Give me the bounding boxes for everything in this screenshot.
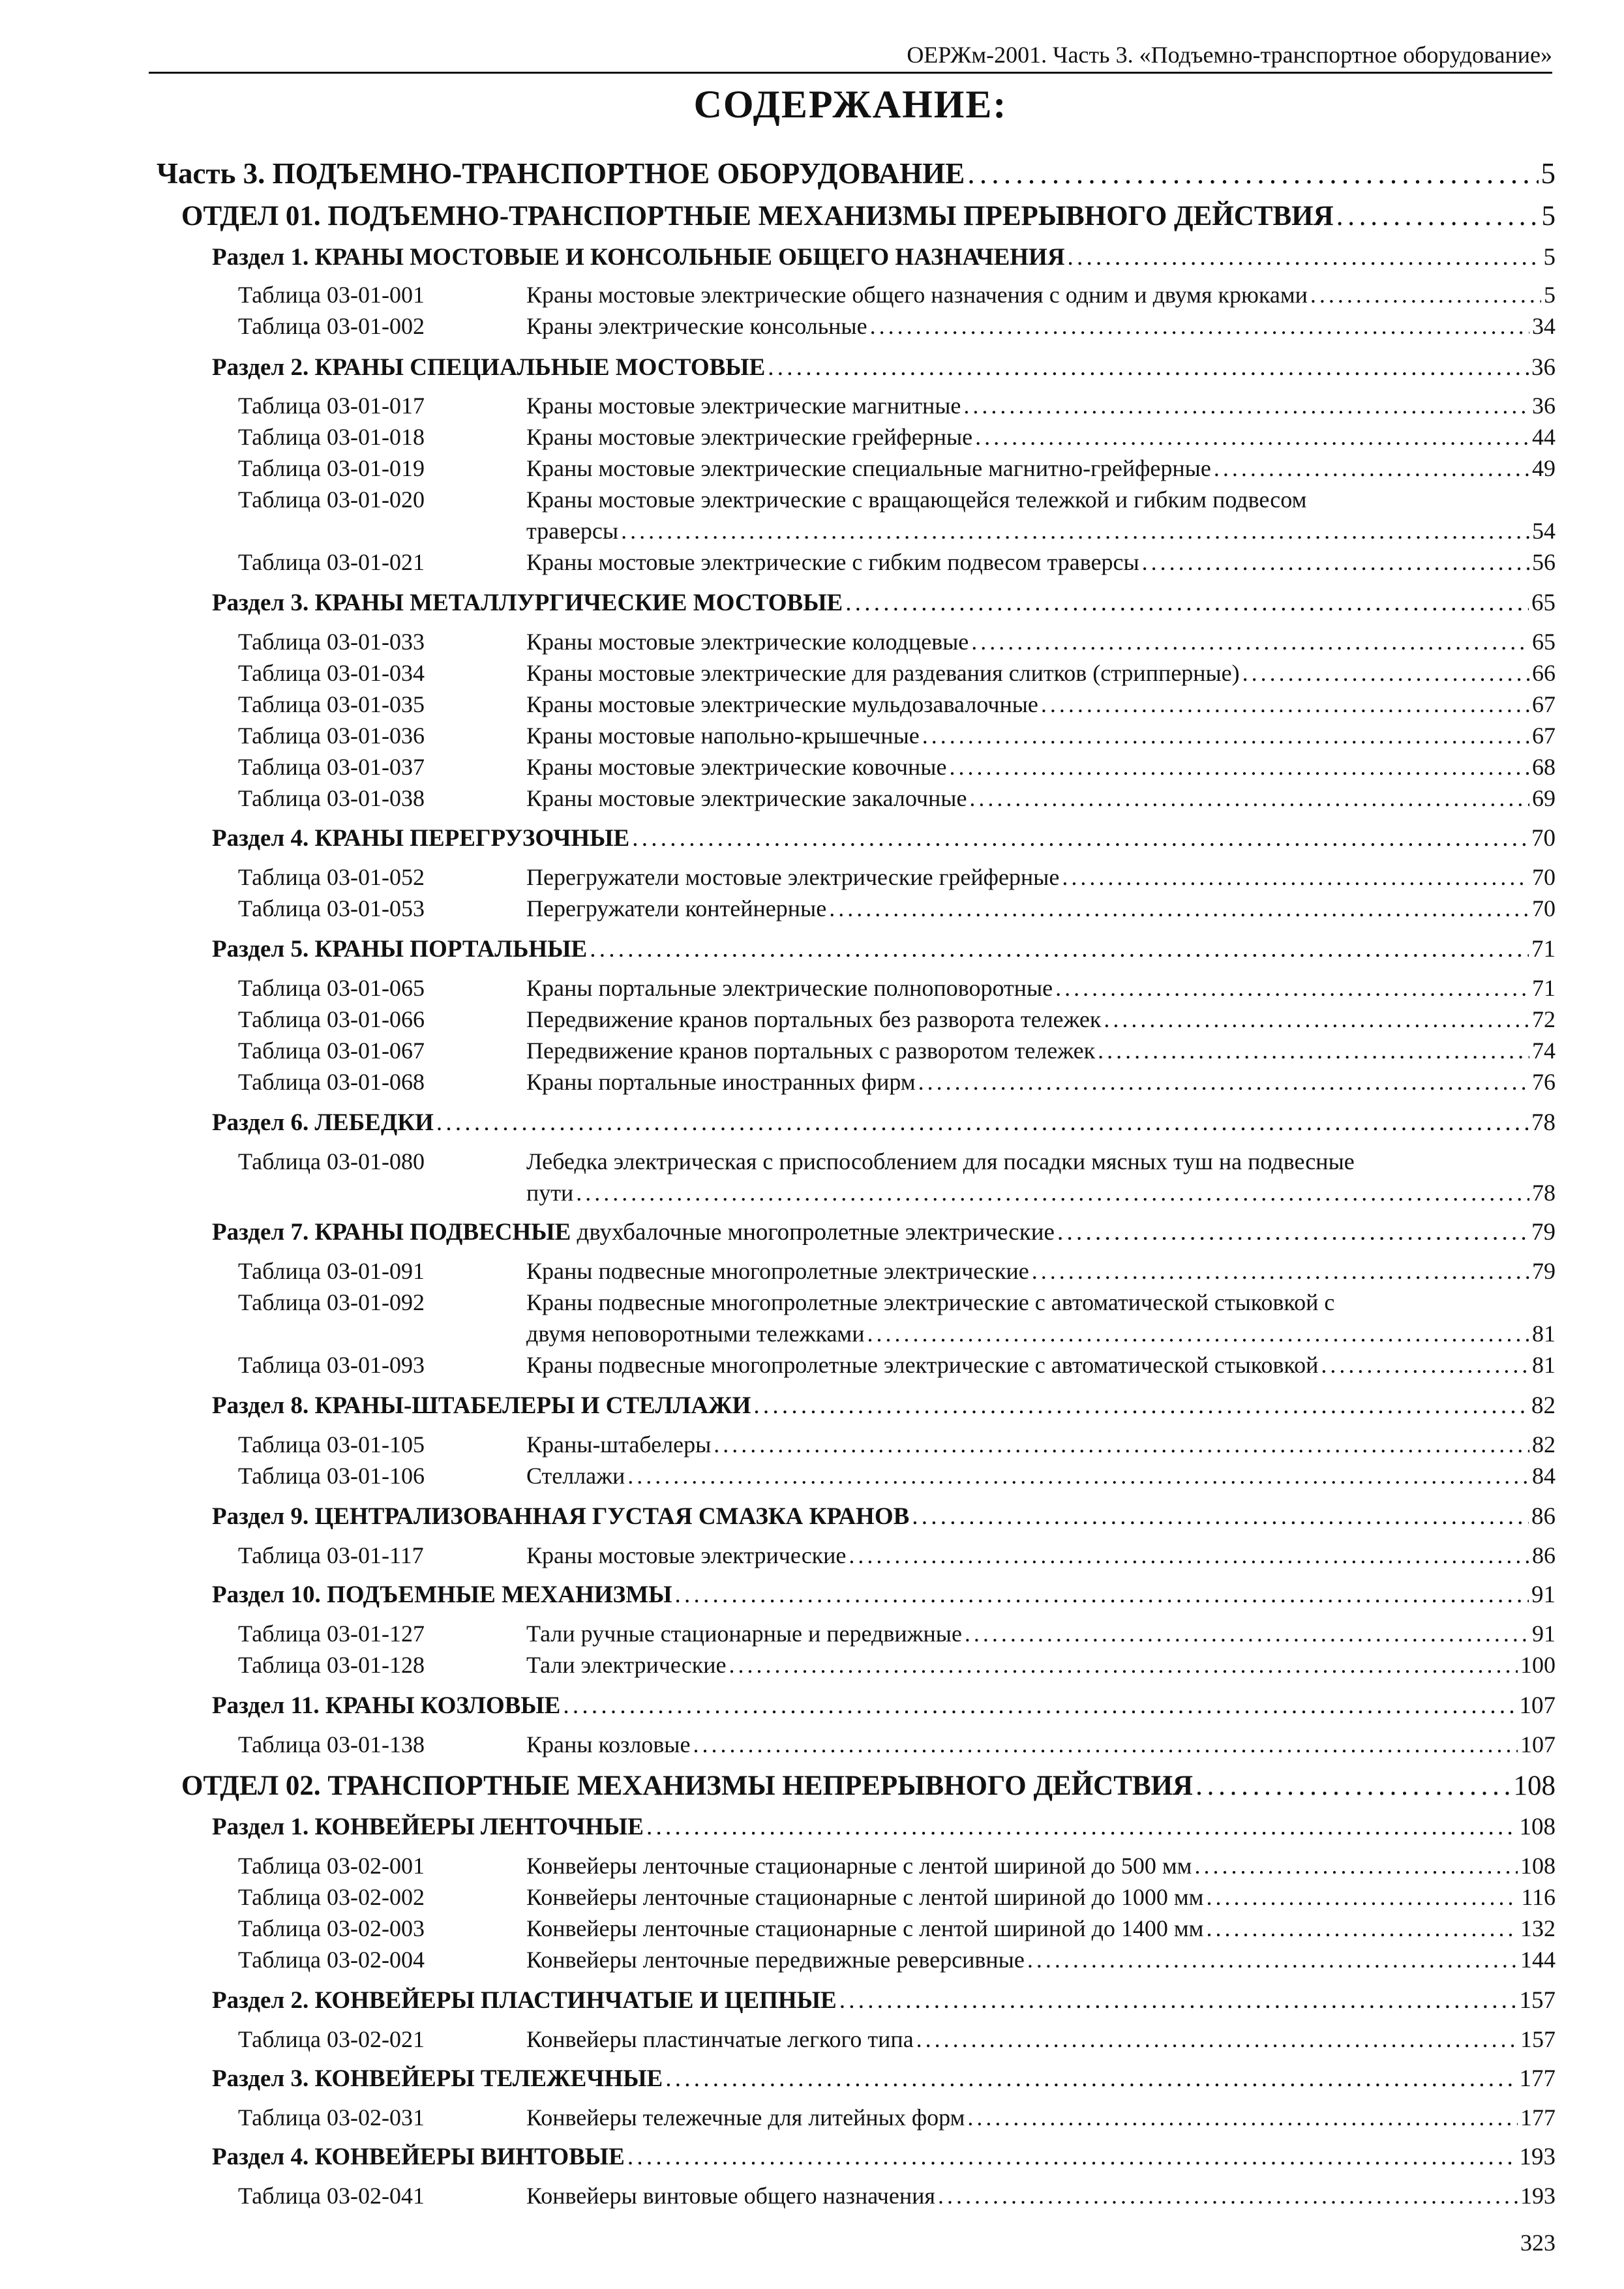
- table-code: Таблица 03-01-020: [238, 486, 425, 513]
- toc-table-entry[interactable]: [238, 312, 1556, 340]
- toc-entry-title: Стеллажи: [526, 1463, 625, 1489]
- dot-leader: [1027, 1946, 1518, 1973]
- toc-table-entry[interactable]: [238, 548, 1556, 576]
- toc-entry-title: ОТДЕЛ 01. ПОДЪЕМНО-ТРАНСПОРТНЫЕ МЕХАНИЗМЫ ПРЕРЫВНОГО ДЕЙСТВИЯ: [181, 201, 1334, 232]
- toc-section-entry[interactable]: [212, 1503, 1556, 1531]
- toc-entry-title: Краны мостовые напольно-крышечные: [526, 723, 920, 749]
- dot-leader: [1041, 691, 1529, 718]
- dot-leader: [963, 392, 1529, 419]
- dot-leader: [967, 157, 1538, 190]
- table-code: Таблица 03-01-068: [238, 1069, 425, 1095]
- toc-table-entry[interactable]: [238, 1431, 1556, 1458]
- table-code: Таблица 03-01-053: [238, 895, 425, 921]
- dot-leader: [849, 1542, 1529, 1569]
- toc-page-number: 5: [1541, 201, 1556, 232]
- toc-page-number: 108: [1513, 1771, 1556, 1801]
- table-code: Таблица 03-01-017: [238, 393, 425, 419]
- dot-leader: [912, 1503, 1529, 1531]
- toc-entry-title: Раздел 9. ЦЕНТРАЛИЗОВАННАЯ ГУСТАЯ СМАЗКА КРАНОВ: [212, 1503, 910, 1530]
- toc-page-number: 82: [1531, 1392, 1556, 1419]
- toc-table-entry[interactable]: [238, 2182, 1556, 2209]
- toc-section-entry[interactable]: [212, 1109, 1556, 1137]
- toc-page-number: 5: [1544, 282, 1556, 308]
- dot-leader: [436, 1109, 1529, 1137]
- toc-table-entry[interactable]: [238, 1257, 1556, 1285]
- toc-section-entry[interactable]: [212, 1986, 1556, 2014]
- dot-leader: [621, 517, 1529, 545]
- toc-page-number: 74: [1532, 1038, 1556, 1064]
- dot-leader: [975, 423, 1529, 451]
- toc-page-number: 84: [1532, 1463, 1556, 1489]
- table-code: Таблица 03-01-093: [238, 1352, 425, 1378]
- toc-table-entry[interactable]: [238, 1006, 1556, 1033]
- table-code: Таблица 03-01-035: [238, 691, 425, 717]
- table-code: Таблица 03-01-092: [238, 1289, 425, 1315]
- toc-entry-title: Тали электрические: [526, 1652, 727, 1678]
- toc-table-entry[interactable]: [238, 895, 1556, 922]
- toc-entry-title: Раздел 3. КОНВЕЙЕРЫ ТЕЛЕЖЕЧНЫЕ: [212, 2065, 663, 2092]
- toc-page-number: 70: [1532, 864, 1556, 890]
- toc-entry-title: Конвейеры ленточные передвижные реверсивные: [526, 1947, 1025, 1973]
- toc-entry-title: Перегружатели мостовые электрические грейферные: [526, 864, 1060, 890]
- table-code: Таблица 03-01-105: [238, 1431, 425, 1458]
- dot-leader: [1206, 1883, 1518, 1911]
- table-code: Таблица 03-01-091: [238, 1258, 425, 1284]
- toc-section-entry[interactable]: [212, 589, 1556, 617]
- toc-section-entry[interactable]: [212, 2143, 1556, 2171]
- toc-page-number: 49: [1532, 455, 1556, 481]
- toc-entry-title: Краны мостовые электрические с гибким подвесом траверсы: [526, 549, 1139, 575]
- toc-section-entry[interactable]: [212, 824, 1556, 852]
- table-code: Таблица 03-01-038: [238, 785, 425, 811]
- toc-table-entry[interactable]: [238, 455, 1556, 482]
- toc-page-number: 116: [1521, 1884, 1556, 1910]
- dot-leader: [949, 753, 1529, 781]
- toc-table-entry[interactable]: [238, 785, 1556, 812]
- toc-entry-title: Конвейеры ленточные стационарные с лентой шириной до 1000 мм: [526, 1884, 1204, 1910]
- toc-entry-title: Раздел 6. ЛЕБЕДКИ: [212, 1109, 434, 1136]
- toc-part-entry[interactable]: [157, 157, 1556, 190]
- table-code: Таблица 03-02-001: [238, 1853, 425, 1879]
- toc-entry-title: Раздел 4. КОНВЕЙЕРЫ ВИНТОВЫЕ: [212, 2144, 625, 2170]
- toc-entry-title: Раздел 8. КРАНЫ-ШТАБЕЛЕРЫ И СТЕЛЛАЖИ: [212, 1392, 751, 1419]
- toc-entry-title: Краны мостовые электрические ковочные: [526, 754, 947, 780]
- dot-leader: [918, 1068, 1529, 1096]
- dot-leader: [1032, 1257, 1529, 1285]
- table-code: Таблица 03-01-065: [238, 975, 425, 1001]
- toc-page-number: 71: [1531, 936, 1556, 963]
- table-code: Таблица 03-01-033: [238, 629, 425, 655]
- dot-leader: [867, 1320, 1529, 1347]
- toc-table-entry[interactable]: [238, 974, 1556, 1002]
- page-title: СОДЕРЖАНИЕ:: [693, 83, 1008, 126]
- toc-page-number: 76: [1532, 1069, 1556, 1095]
- toc-page-number: 144: [1520, 1947, 1556, 1973]
- toc-page-number: 79: [1532, 1258, 1556, 1284]
- table-code: Таблица 03-02-041: [238, 2183, 425, 2209]
- toc-entry-title: Краны мостовые электрические специальные магнитно-грейферные: [526, 455, 1211, 481]
- dot-leader: [1321, 1351, 1529, 1379]
- dot-leader: [714, 1431, 1529, 1458]
- dot-leader: [729, 1651, 1518, 1679]
- toc-table-entry[interactable]: [238, 1620, 1556, 1647]
- toc-entry-title: Раздел 4. КРАНЫ ПЕРЕГРУЗОЧНЫЕ: [212, 825, 630, 852]
- dot-leader: [1194, 1852, 1518, 1879]
- toc-table-entry[interactable]: [238, 1351, 1556, 1379]
- dot-leader: [693, 1731, 1518, 1758]
- dot-leader: [563, 1692, 1516, 1720]
- toc-entry-title: Краны мостовые электрические для раздевания слитков (стрипперные): [526, 660, 1240, 686]
- toc-page-number: 82: [1532, 1431, 1556, 1458]
- toc-table-entry-continuation[interactable]: [526, 517, 1556, 545]
- toc-department-entry[interactable]: [181, 1770, 1556, 1802]
- dot-leader: [965, 1620, 1529, 1647]
- toc-entry-title: Краны подвесные многопролетные электрические: [526, 1258, 1029, 1284]
- toc-page-number: 69: [1532, 785, 1556, 811]
- toc-entry-title: Краны портальные электрические полноповоротные: [526, 975, 1053, 1001]
- table-code: Таблица 03-01-021: [238, 549, 425, 575]
- dot-leader: [1336, 200, 1539, 232]
- dot-leader: [1098, 1037, 1529, 1064]
- toc-entry-title: Краны-штабелеры: [526, 1431, 712, 1458]
- toc-page-number: 67: [1532, 691, 1556, 717]
- dot-leader: [845, 589, 1529, 617]
- dot-leader: [632, 824, 1529, 852]
- toc-page-number: 5: [1541, 157, 1556, 190]
- toc-entry-title: ОТДЕЛ 02. ТРАНСПОРТНЫЕ МЕХАНИЗМЫ НЕПРЕРЫВНОГО ДЕЙСТВИЯ: [181, 1771, 1194, 1801]
- toc-entry-title-continued: пути: [526, 1180, 574, 1206]
- toc-entry-title: Раздел 10. ПОДЪЕМНЫЕ МЕХАНИЗМЫ: [212, 1581, 672, 1608]
- toc-entry-title: Краны мостовые электрические общего назначения с одним и двумя крюками: [526, 282, 1308, 308]
- toc-page-number: 107: [1519, 1692, 1556, 1719]
- table-code: Таблица 03-01-037: [238, 754, 425, 780]
- toc-page-number: 71: [1532, 975, 1556, 1001]
- table-code: Таблица 03-01-036: [238, 723, 425, 749]
- dot-leader: [590, 935, 1529, 963]
- toc-entry-title: Краны портальные иностранных фирм: [526, 1069, 916, 1095]
- toc-entry-title: Конвейеры ленточные стационарные с лентой шириной до 1400 мм: [526, 1915, 1204, 1941]
- toc-entry-title: Конвейеры тележечные для литейных форм: [526, 2104, 965, 2131]
- toc-page-number: 66: [1532, 660, 1556, 686]
- toc-page-number: 132: [1520, 1915, 1556, 1941]
- toc-page-number: 5: [1543, 244, 1556, 271]
- toc-page-number: 68: [1532, 754, 1556, 780]
- toc-page-number: 36: [1532, 393, 1556, 419]
- toc-page-number: 79: [1531, 1219, 1556, 1246]
- toc-page-number: 193: [1520, 2183, 1556, 2209]
- toc-page-number: 108: [1519, 1814, 1556, 1840]
- table-code: Таблица 03-01-106: [238, 1463, 425, 1489]
- toc-section-entry[interactable]: [212, 1813, 1556, 1841]
- toc-section-entry[interactable]: [212, 1692, 1556, 1720]
- toc-entry-title: Передвижение кранов портальных с разворотом тележек: [526, 1038, 1096, 1064]
- toc-entry-title-continued: двумя неповоротными тележками: [526, 1321, 865, 1347]
- toc-entry-title: Раздел 2. КОНВЕЙЕРЫ ПЛАСТИНЧАТЫЕ И ЦЕПНЫЕ: [212, 1987, 837, 2014]
- toc-table-entry[interactable]: [238, 628, 1556, 655]
- toc-table-entry-continuation[interactable]: [526, 1320, 1556, 1347]
- dot-leader: [971, 628, 1529, 655]
- toc-table-entry[interactable]: [238, 1037, 1556, 1064]
- toc-page-number: 34: [1532, 313, 1556, 339]
- toc-table-entry[interactable]: [238, 1852, 1556, 1879]
- table-code: Таблица 03-02-031: [238, 2104, 425, 2131]
- toc-entry-title: Раздел 11. КРАНЫ КОЗЛОВЫЕ: [212, 1692, 561, 1719]
- table-code: Таблица 03-02-003: [238, 1915, 425, 1941]
- dot-leader: [646, 1813, 1517, 1841]
- dot-leader: [870, 312, 1529, 340]
- dot-leader: [627, 2143, 1517, 2171]
- toc-page-number: 65: [1532, 629, 1556, 655]
- dot-leader: [1206, 1915, 1518, 1942]
- dot-leader: [1062, 863, 1529, 891]
- toc-table-entry-first-line[interactable]: [238, 1289, 1334, 1316]
- toc-page-number: 78: [1531, 1109, 1556, 1136]
- toc-entry-title: Перегружатели контейнерные: [526, 895, 827, 921]
- table-code: Таблица 03-02-021: [238, 2026, 425, 2052]
- toc-entry-title: Конвейеры ленточные стационарные с лентой шириной до 500 мм: [526, 1853, 1192, 1879]
- toc-table-entry[interactable]: [238, 863, 1556, 891]
- dot-leader: [1214, 455, 1529, 482]
- toc-page-number: 65: [1531, 590, 1556, 616]
- toc-section-entry[interactable]: [212, 935, 1556, 963]
- toc-table-entry-continuation[interactable]: [526, 1179, 1556, 1206]
- table-code: Таблица 03-01-138: [238, 1731, 425, 1758]
- toc-entry-title: Лебедка электрическая с приспособлением для посадки мясных туш на подвесные: [526, 1148, 1355, 1174]
- toc-table-entry[interactable]: [238, 722, 1556, 749]
- toc-page-number: 78: [1532, 1180, 1556, 1206]
- toc-table-entry[interactable]: [238, 1915, 1556, 1942]
- dot-leader: [665, 2065, 1516, 2093]
- toc-table-entry[interactable]: [238, 1731, 1556, 1758]
- toc-page-number: 100: [1520, 1652, 1556, 1678]
- toc-table-entry[interactable]: [238, 2026, 1556, 2053]
- dot-leader: [1055, 974, 1529, 1002]
- toc-entry-title: Краны козловые: [526, 1731, 691, 1758]
- toc-page-number: 36: [1531, 354, 1556, 381]
- toc-page-number: 44: [1532, 424, 1556, 450]
- toc-entry-title: Краны мостовые электрические грейферные: [526, 424, 973, 450]
- table-code: Таблица 03-01-066: [238, 1006, 425, 1032]
- toc-entry-title: Краны электрические консольные: [526, 313, 867, 339]
- table-code: Таблица 03-02-002: [238, 1884, 425, 1910]
- dot-leader: [627, 1462, 1529, 1489]
- dot-leader: [1104, 1006, 1529, 1033]
- toc-page-number: 81: [1532, 1321, 1556, 1347]
- table-code: Таблица 03-02-004: [238, 1947, 425, 1973]
- toc-table-entry[interactable]: [238, 1651, 1556, 1679]
- dot-leader: [839, 1986, 1517, 2014]
- toc-page-number: 157: [1519, 1987, 1556, 2014]
- dot-leader: [674, 1581, 1529, 1609]
- toc-entry-title: [212, 1218, 1055, 1246]
- toc-table-entry[interactable]: [238, 659, 1556, 687]
- toc-section-entry[interactable]: [212, 243, 1556, 271]
- dot-leader: [1057, 1218, 1529, 1246]
- toc-entry-title: Краны подвесные многопролетные электрические с автоматической стыковкой: [526, 1352, 1319, 1378]
- toc-entry-title: Раздел 1. КОНВЕЙЕРЫ ЛЕНТОЧНЫЕ: [212, 1814, 644, 1840]
- running-header: ОЕРЖм-2001. Часть 3. «Подъемно-транспортное оборудование»: [907, 42, 1552, 68]
- dot-leader: [576, 1179, 1529, 1206]
- dot-leader: [969, 785, 1529, 812]
- dot-leader: [916, 2026, 1518, 2053]
- toc-page-number: 91: [1531, 1581, 1556, 1608]
- toc-entry-title: Краны мостовые электрические колодцевые: [526, 629, 969, 655]
- dot-leader: [1195, 1770, 1511, 1802]
- table-code: Таблица 03-01-019: [238, 455, 425, 481]
- toc-table-entry[interactable]: [238, 753, 1556, 781]
- toc-page-number: 108: [1520, 1853, 1556, 1879]
- dot-leader: [768, 353, 1529, 382]
- dot-leader: [922, 722, 1529, 749]
- toc-page-number: 193: [1519, 2144, 1556, 2170]
- toc-page-number: 67: [1532, 723, 1556, 749]
- toc-table-entry-first-line[interactable]: [238, 1148, 1355, 1175]
- toc-table-entry[interactable]: [238, 423, 1556, 451]
- toc-table-entry[interactable]: [238, 1542, 1556, 1569]
- toc-page-number: 70: [1532, 895, 1556, 921]
- table-code: Таблица 03-01-002: [238, 313, 425, 339]
- toc-entry-title: Передвижение кранов портальных без разворота тележек: [526, 1006, 1102, 1032]
- dot-leader: [938, 2182, 1518, 2209]
- toc-section-entry[interactable]: [212, 1218, 1556, 1246]
- table-code: Таблица 03-01-018: [238, 424, 425, 450]
- toc-section-entry[interactable]: [212, 2065, 1556, 2093]
- toc-table-entry[interactable]: [238, 1946, 1556, 1973]
- toc-entry-title: Раздел 3. КРАНЫ МЕТАЛЛУРГИЧЕСКИЕ МОСТОВЫЕ: [212, 590, 843, 616]
- toc-page-number: 70: [1531, 825, 1556, 852]
- table-code: Таблица 03-01-034: [238, 660, 425, 686]
- toc-entry-title: Раздел 1. КРАНЫ МОСТОВЫЕ И КОНСОЛЬНЫЕ ОБЩЕГО НАЗНАЧЕНИЯ: [212, 244, 1065, 271]
- toc-page-number: 56: [1532, 549, 1556, 575]
- toc-table-entry[interactable]: [238, 1462, 1556, 1489]
- table-code: Таблица 03-01-080: [238, 1148, 425, 1174]
- toc-table-entry[interactable]: [238, 392, 1556, 419]
- toc-page-number: 177: [1520, 2104, 1556, 2131]
- toc-section-entry[interactable]: [212, 1392, 1556, 1420]
- toc-table-entry[interactable]: [238, 691, 1556, 718]
- toc-table-entry[interactable]: [238, 281, 1556, 308]
- toc-entry-title: Раздел 5. КРАНЫ ПОРТАЛЬНЫЕ: [212, 936, 588, 963]
- toc-page-number: 177: [1519, 2065, 1556, 2092]
- toc-table-entry[interactable]: [238, 2104, 1556, 2131]
- toc-entry-title: Конвейеры пластинчатые легкого типа: [526, 2026, 914, 2052]
- toc-page-number: 86: [1531, 1503, 1556, 1530]
- toc-table-entry[interactable]: [238, 1883, 1556, 1911]
- toc-entry-title-regular: двухбалочные многопролетные электрические: [571, 1219, 1055, 1246]
- dot-leader: [1068, 243, 1541, 271]
- dot-leader: [1310, 281, 1541, 308]
- dot-leader: [967, 2104, 1518, 2131]
- table-code: Таблица 03-01-052: [238, 864, 425, 890]
- toc-page-number: 81: [1532, 1352, 1556, 1378]
- toc-page-number: 91: [1532, 1621, 1556, 1647]
- dot-leader: [829, 895, 1529, 922]
- page-number: 323: [1520, 2230, 1556, 2256]
- toc-page-number: 157: [1520, 2026, 1556, 2052]
- toc-section-entry[interactable]: [212, 1581, 1556, 1609]
- toc-entry-title: Раздел 2. КРАНЫ СПЕЦИАЛЬНЫЕ МОСТОВЫЕ: [212, 354, 766, 381]
- toc-entry-title: Краны мостовые электрические: [526, 1542, 847, 1568]
- toc-page-number: 54: [1532, 518, 1556, 544]
- dot-leader: [753, 1392, 1529, 1420]
- toc-page-number: 72: [1532, 1006, 1556, 1032]
- toc-entry-title: Краны мостовые электрические закалочные: [526, 785, 967, 811]
- dot-leader: [1142, 548, 1529, 576]
- table-code: Таблица 03-01-117: [238, 1542, 424, 1568]
- dot-leader: [1242, 659, 1529, 687]
- table-code: Таблица 03-01-067: [238, 1038, 425, 1064]
- toc-entry-title: Часть 3. ПОДЪЕМНО-ТРАНСПОРТНОЕ ОБОРУДОВАНИЕ: [157, 157, 965, 190]
- toc-section-entry[interactable]: [212, 353, 1556, 382]
- toc-entry-title: Краны мостовые электрические мульдозавалочные: [526, 691, 1038, 717]
- table-code: Таблица 03-01-127: [238, 1621, 425, 1647]
- toc-page-number: 86: [1532, 1542, 1556, 1568]
- toc-department-entry[interactable]: [181, 200, 1556, 232]
- table-code: Таблица 03-01-001: [238, 282, 425, 308]
- toc-page-number: 107: [1520, 1731, 1556, 1758]
- toc-table-entry[interactable]: [238, 1068, 1556, 1096]
- toc-table-entry-first-line[interactable]: [238, 486, 1306, 513]
- toc-entry-title: Краны подвесные многопролетные электрические с автоматической стыковкой с: [526, 1289, 1335, 1315]
- toc-entry-title: Тали ручные стационарные и передвижные: [526, 1621, 962, 1647]
- toc-entry-title: Краны мостовые электрические магнитные: [526, 393, 961, 419]
- toc-entry-title-bold: Раздел 7. КРАНЫ ПОДВЕСНЫЕ: [212, 1219, 571, 1246]
- toc-entry-title-continued: траверсы: [526, 518, 619, 544]
- table-code: Таблица 03-01-128: [238, 1652, 425, 1678]
- toc-entry-title: Краны мостовые электрические с вращающейся тележкой и гибким подвесом: [526, 486, 1307, 513]
- toc-entry-title: Конвейеры винтовые общего назначения: [526, 2183, 935, 2209]
